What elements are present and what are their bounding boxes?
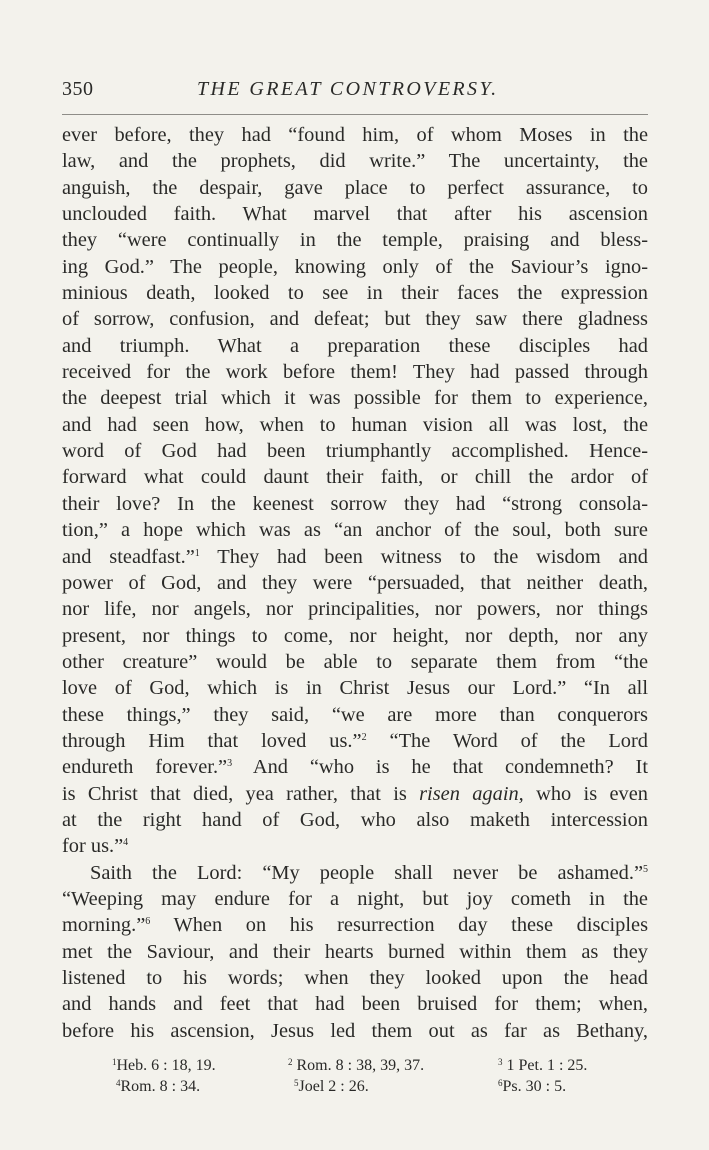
text-line: received for the work before them! They had passed through bbox=[62, 361, 648, 384]
text-line bbox=[62, 544, 648, 570]
line-segment: who is even bbox=[536, 782, 648, 805]
text-line: law, and the prophets, did write.” The uncertainty, the bbox=[62, 150, 648, 173]
note-mark: 3 bbox=[227, 758, 233, 770]
page-number: 350 bbox=[62, 78, 94, 100]
text-line: minious death, looked to see in their faces the expression bbox=[62, 282, 648, 305]
line-segment: When on his resurrection day these disciples bbox=[173, 914, 648, 937]
footnote-text: Rom. 8 : 38, 39, 37. bbox=[296, 1057, 425, 1074]
text-line: present, nor things to come, nor height, nor depth, nor any bbox=[62, 624, 648, 647]
text-line bbox=[62, 728, 648, 754]
text-line: ing God.” The people, knowing only of the Saviour’s igno- bbox=[62, 255, 648, 278]
running-title: THE GREAT CONTROVERSY. bbox=[197, 78, 499, 100]
text-line: unclouded faith. What marvel that after his ascension bbox=[62, 203, 648, 226]
text-line: word of God had been triumphantly accomplished. Hence- bbox=[62, 440, 648, 463]
text-line: ever before, they had “found him, of whom Moses in the bbox=[62, 124, 648, 146]
footnote-row bbox=[112, 1055, 632, 1076]
footnote bbox=[294, 1076, 369, 1097]
header-rule bbox=[62, 114, 648, 115]
note-mark: 6 bbox=[145, 916, 151, 928]
note-mark: 4 bbox=[123, 837, 129, 849]
footnote bbox=[112, 1055, 216, 1076]
text-line bbox=[62, 781, 648, 807]
footnote-text: Rom. 8 : 34. bbox=[120, 1078, 201, 1095]
text-line bbox=[62, 833, 648, 859]
text-line: “Weeping may endure for a night, but joy cometh in the bbox=[62, 887, 648, 910]
text-line: before his ascension, Jesus led them out as far as Bethany, bbox=[62, 1019, 648, 1042]
footnote-mark: 6 bbox=[498, 1078, 503, 1088]
text-line bbox=[62, 754, 648, 780]
footnote-mark: 1 bbox=[112, 1057, 117, 1067]
footnote-row bbox=[112, 1076, 632, 1097]
note-mark: 5 bbox=[643, 863, 648, 875]
italic-phrase: risen again, bbox=[419, 782, 524, 805]
text-line: forward what could daunt their faith, or chill the ardor of bbox=[62, 466, 648, 489]
text-line: they “were continually in the temple, praising and bless- bbox=[62, 229, 648, 252]
text-line: met the Saviour, and their hearts burned within them as they bbox=[62, 940, 648, 963]
line-segment: “The Word of the Lord bbox=[389, 729, 648, 752]
footnotes bbox=[112, 1055, 632, 1097]
text-line: and hands and feet that had been bruised for them; when, bbox=[62, 993, 648, 1016]
text-line: power of God, and they were “persuaded, that neither death, bbox=[62, 571, 648, 594]
footnote bbox=[498, 1055, 587, 1076]
text-line: the deepest trial which it was possible for them to experience, bbox=[62, 387, 648, 410]
text-line: and had seen how, when to human vision all was lost, the bbox=[62, 413, 648, 436]
text-line: and triumph. What a preparation these disciples had bbox=[62, 334, 648, 357]
text-line: these things,” they said, “we are more than conquerors bbox=[62, 703, 648, 726]
footnote-mark: 3 bbox=[498, 1057, 503, 1067]
text-line: tion,” a hope which was as “an anchor of the soul, both sure bbox=[62, 519, 648, 542]
footnote bbox=[116, 1076, 200, 1097]
text-line: at the right hand of God, who also maketh intercession bbox=[62, 808, 648, 831]
text-line: other creature” would be able to separate them from “the bbox=[62, 650, 648, 673]
text-line: anguish, the despair, gave place to perfect assurance, to bbox=[62, 176, 648, 199]
footnote-text: Ps. 30 : 5. bbox=[502, 1078, 567, 1095]
text-line: of sorrow, confusion, and defeat; but they saw there gladness bbox=[62, 308, 648, 331]
line-segment: Saith the Lord: “My people shall never be ashamed.” bbox=[90, 861, 643, 884]
text-line: love of God, which is in Christ Jesus our Lord.” “In all bbox=[62, 677, 648, 700]
footnote-text: 1 Pet. 1 : 25. bbox=[506, 1057, 588, 1074]
line-segment: endureth forever.” bbox=[62, 756, 228, 779]
note-mark: 2 bbox=[361, 731, 367, 743]
footnote-mark: 5 bbox=[294, 1078, 299, 1088]
line-segment: through Him that loved us.” bbox=[62, 729, 362, 752]
text-line bbox=[62, 912, 648, 938]
text-line: listened to his words; when they looked upon the head bbox=[62, 967, 648, 989]
line-segment: for us.” bbox=[62, 835, 124, 858]
text-line: nor life, nor angels, nor principalities, nor powers, nor things bbox=[62, 598, 648, 621]
body-text bbox=[62, 122, 648, 1044]
line-segment: And “who is he that condemneth? It bbox=[252, 756, 649, 779]
footnote bbox=[498, 1076, 566, 1097]
text-line: their love? In the keenest sorrow they had “strong consola- bbox=[62, 492, 648, 515]
footnote-text: Heb. 6 : 18, 19. bbox=[116, 1057, 216, 1074]
note-mark: 1 bbox=[194, 547, 200, 559]
line-segment: and steadfast.” bbox=[62, 545, 195, 568]
footnote bbox=[288, 1055, 424, 1076]
page-header bbox=[62, 78, 648, 104]
footnote-mark: 4 bbox=[116, 1078, 121, 1088]
line-segment: is Christ that died, yea rather, that is bbox=[62, 782, 407, 805]
text-line bbox=[62, 860, 648, 886]
line-segment: They had been witness to the wisdom and bbox=[217, 545, 648, 568]
line-segment: morning.” bbox=[62, 914, 146, 937]
footnote-mark: 2 bbox=[288, 1057, 293, 1067]
footnote-text: Joel 2 : 26. bbox=[298, 1078, 369, 1095]
